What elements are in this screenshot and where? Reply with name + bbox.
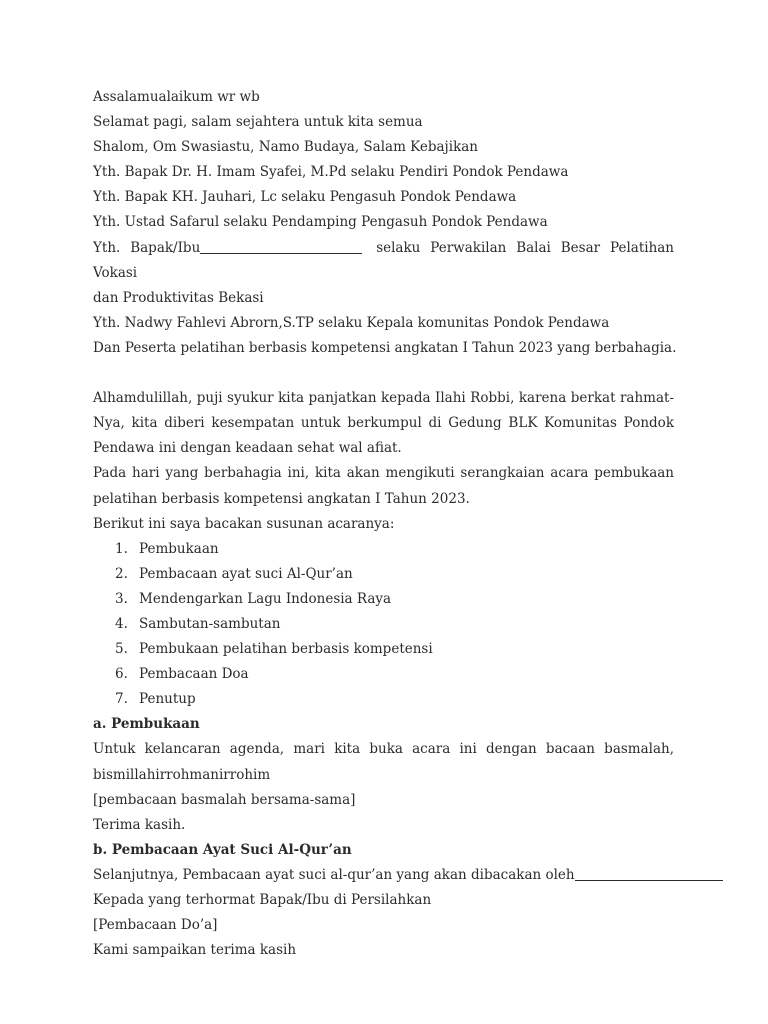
- agenda-item-text: Sambutan-sambutan: [139, 615, 281, 632]
- name-blank-line: [200, 239, 362, 254]
- agenda-item-number: 5.: [115, 641, 128, 658]
- greeting-pengasuh: Yth. Bapak KH. Jauhari, Lc selaku Pengasuh Pondok Pendawa: [93, 189, 517, 206]
- greeting-balai-continuation: dan Produktivitas Bekasi: [93, 289, 264, 306]
- agenda-item-text: Pembacaan Doa: [139, 666, 249, 683]
- section-a-instruction: [pembacaan basmalah bersama-sama]: [93, 791, 356, 808]
- greeting-interfaith: Shalom, Om Swasiastu, Namo Budaya, Salam Kebajikan: [93, 139, 478, 156]
- section-b-heading: b. Pembacaan Ayat Suci Al-Qur’an: [93, 841, 352, 858]
- agenda-item-text: Pembacaan ayat suci Al-Qur’an: [139, 565, 353, 582]
- agenda-item-number: 6.: [115, 666, 128, 683]
- agenda-item-number: 2.: [115, 565, 128, 582]
- greeting-balai-suffix: selaku Perwakilan Balai Besar Pelatihan Vokasi: [93, 239, 675, 281]
- agenda-item-text: Mendengarkan Lagu Indonesia Raya: [139, 590, 392, 607]
- section-a-heading: a. Pembukaan: [93, 716, 200, 733]
- agenda-item-text: Pembukaan: [139, 540, 219, 557]
- greeting-pagi: Selamat pagi, salam sejahtera untuk kita semua: [93, 114, 423, 131]
- section-a-thanks: Terima kasih.: [93, 816, 186, 833]
- section-a-line2: bismillahirrohmanirrohim: [93, 766, 271, 783]
- greeting-peserta: Dan Peserta pelatihan berbasis kompetensi angkatan I Tahun 2023 yang berbahagia.: [93, 339, 677, 356]
- document-body: [93, 85, 677, 963]
- agenda-item: [93, 637, 674, 662]
- section-b-line1: [93, 863, 674, 888]
- intro-paragraph: Alhamdulillah, puji syukur kita panjatkan kepada Ilahi Robbi, karena berkat rahmat-Nya, kita diberi kesempatan untuk berkumpul di Gedung BLK Komunitas Pondok Pendawa ini dengan keadaan sehat wal afiat.: [93, 390, 674, 457]
- section-b-thanks: Kami sampaikan terima kasih: [93, 942, 297, 959]
- reader-blank-line: [575, 866, 723, 881]
- paragraph-spacer: [93, 361, 674, 386]
- agenda-item: [93, 537, 674, 562]
- agenda-item: [93, 687, 674, 712]
- section-a-line1: Untuk kelancaran agenda, mari kita buka acara ini dengan bacaan basmalah,: [93, 741, 674, 758]
- agenda-item-text: Pembukaan pelatihan berbasis kompetensi: [139, 641, 433, 658]
- agenda-item: [93, 587, 674, 612]
- agenda-item-text: Penutup: [139, 691, 196, 708]
- day-paragraph: Pada hari yang berbahagia ini, kita akan mengikuti serangkaian acara pembukaan pelatihan berbasis kompetensi angkatan I Tahun 2023.: [93, 465, 674, 507]
- agenda-intro: Berikut ini saya bacakan susunan acaranya:: [93, 515, 395, 532]
- section-b-instruction: [Pembacaan Do’a]: [93, 917, 218, 934]
- agenda-item-number: 4.: [115, 615, 128, 632]
- greeting-kepala-komunitas: Yth. Nadwy Fahlevi Abrorn,S.TP selaku Kepala komunitas Pondok Pendawa: [93, 314, 610, 331]
- agenda-item: [93, 562, 674, 587]
- agenda-item-number: 7.: [115, 691, 128, 708]
- agenda-item: [93, 612, 674, 637]
- greeting-pendiri: Yth. Bapak Dr. H. Imam Syafei, M.Pd selaku Pendiri Pondok Pendawa: [93, 164, 569, 181]
- greeting-pendamping: Yth. Ustad Safarul selaku Pendamping Pengasuh Pondok Pendawa: [93, 214, 548, 231]
- greeting-balai-prefix: Yth. Bapak/Ibu: [93, 239, 201, 256]
- agenda-item-number: 3.: [115, 590, 128, 607]
- greeting-salam: Assalamualaikum wr wb: [93, 89, 260, 105]
- agenda-item: [93, 662, 674, 687]
- section-b-line2: Kepada yang terhormat Bapak/Ibu di Persilahkan: [93, 892, 432, 908]
- section-b-line1-text: Selanjutnya, Pembacaan ayat suci al-qur’an yang akan dibacakan oleh: [93, 866, 575, 883]
- greeting-balai: [93, 236, 674, 286]
- agenda-list: [93, 537, 674, 713]
- agenda-item-number: 1.: [115, 540, 128, 557]
